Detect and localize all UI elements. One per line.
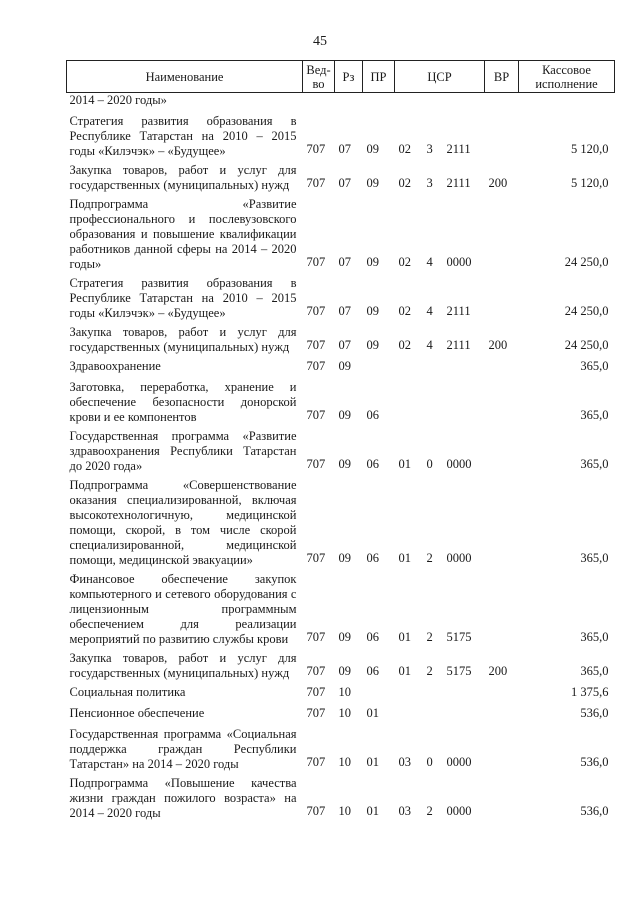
table-row (67, 380, 615, 429)
cell-ved: 707 (306, 338, 326, 352)
cell-csr-program (395, 93, 423, 115)
cell-rz: 07 (338, 255, 351, 269)
budget-table (66, 60, 615, 825)
cell-pr: 01 (366, 755, 379, 769)
table-row (67, 572, 615, 651)
cell-csr-program (395, 685, 423, 706)
cell-vr (485, 380, 519, 429)
cell-csr-program: 02 (398, 142, 411, 156)
cell-csr-program: 01 (398, 551, 411, 565)
cell-name: 2014 – 2020 годы» (69, 93, 167, 107)
cell-rz: 10 (338, 755, 351, 769)
cell-name: Подпрограмма «Развитие профессионального и послевузовского образования и повышение квалификации работников данной сферы на 2014 – 2020 годы» (69, 197, 297, 271)
cell-ved: 707 (306, 359, 326, 373)
cell-ved: 707 (306, 255, 326, 269)
cell-rz: 09 (338, 359, 351, 373)
cell-csr-subprogram (423, 706, 443, 727)
cell-csr-program (395, 359, 423, 380)
cell-sum: 5 120,0 (571, 176, 609, 190)
cell-ved: 707 (306, 408, 326, 422)
table-row (67, 114, 615, 163)
cell-sum: 365,0 (580, 457, 609, 471)
cell-rz: 09 (338, 408, 351, 422)
cell-vr (485, 359, 519, 380)
cell-sum: 365,0 (580, 664, 609, 678)
cell-name: Закупка товаров, работ и услуг для государственных (муниципальных) нужд (69, 325, 297, 354)
table-row (67, 93, 615, 115)
table-row (67, 359, 615, 380)
cell-csr-program (395, 380, 423, 429)
cell-csr-subprogram: 4 (426, 255, 433, 269)
cell-ved: 707 (306, 457, 326, 471)
cell-rz: 10 (338, 804, 351, 818)
cell-rz: 07 (338, 142, 351, 156)
cell-pr (363, 359, 395, 380)
cell-vr (485, 429, 519, 478)
cell-ved: 707 (306, 706, 326, 720)
cell-csr-direction: 0000 (446, 551, 472, 565)
cell-pr: 09 (366, 176, 379, 190)
table-header (67, 61, 615, 93)
cell-csr-direction: 2111 (446, 176, 471, 190)
cell-csr-direction: 5175 (446, 630, 472, 644)
cell-rz: 09 (338, 457, 351, 471)
cell-vr (485, 685, 519, 706)
header-csr: ЦСР (395, 61, 485, 93)
cell-pr: 09 (366, 142, 379, 156)
cell-pr: 09 (366, 338, 379, 352)
cell-name: Закупка товаров, работ и услуг для государственных (муниципальных) нужд (69, 163, 297, 192)
cell-csr-subprogram (423, 380, 443, 429)
cell-csr-direction: 5175 (446, 664, 472, 678)
table-row (67, 727, 615, 776)
cell-ved: 707 (306, 304, 326, 318)
cell-csr-subprogram: 2 (426, 630, 433, 644)
cell-sum: 24 250,0 (564, 338, 609, 352)
cell-csr-subprogram: 0 (426, 457, 433, 471)
cell-name: Социальная политика (69, 685, 186, 699)
table-row (67, 197, 615, 276)
cell-sum: 536,0 (580, 706, 609, 720)
cell-csr-program: 02 (398, 176, 411, 190)
cell-rz: 09 (338, 630, 351, 644)
cell-pr (363, 93, 395, 115)
cell-ved: 707 (306, 176, 326, 190)
cell-vr (485, 114, 519, 163)
cell-sum: 365,0 (580, 630, 609, 644)
cell-pr: 01 (366, 804, 379, 818)
cell-sum: 365,0 (580, 359, 609, 373)
cell-csr-direction: 0000 (446, 255, 472, 269)
cell-name: Заготовка, переработка, хранение и обеспечение безопасности донорской крови и ее компонентов (69, 380, 297, 424)
cell-vr (485, 93, 519, 115)
cell-name: Закупка товаров, работ и услуг для государственных (муниципальных) нужд (69, 651, 297, 680)
cell-ved: 707 (306, 804, 326, 818)
cell-rz: 10 (338, 706, 351, 720)
cell-ved: 707 (306, 685, 326, 699)
cell-ved: 707 (306, 755, 326, 769)
cell-csr-direction (443, 359, 485, 380)
cell-vr (485, 478, 519, 572)
cell-csr-program (395, 706, 423, 727)
cell-vr (485, 197, 519, 276)
cell-vr: 200 (488, 664, 508, 678)
cell-vr (485, 276, 519, 325)
cell-pr: 09 (366, 255, 379, 269)
cell-ved: 707 (306, 551, 326, 565)
cell-sum: 536,0 (580, 804, 609, 818)
table-row (67, 776, 615, 825)
cell-csr-subprogram: 0 (426, 755, 433, 769)
cell-csr-direction (443, 380, 485, 429)
cell-vr (485, 776, 519, 825)
cell-csr-program: 01 (398, 664, 411, 678)
cell-csr-subprogram: 2 (426, 664, 433, 678)
table-row (67, 478, 615, 572)
cell-sum: 24 250,0 (564, 304, 609, 318)
table-row (67, 706, 615, 727)
cell-pr: 06 (366, 551, 379, 565)
table-body (67, 93, 615, 826)
cell-csr-program: 03 (398, 804, 411, 818)
cell-rz: 09 (338, 551, 351, 565)
cell-rz: 07 (338, 338, 351, 352)
cell-name: Государственная программа «Социальная поддержка граждан Республики Татарстан» на 2014 – 2020 годы (69, 727, 297, 771)
cell-pr: 06 (366, 664, 379, 678)
cell-rz: 07 (338, 176, 351, 190)
cell-vr (485, 572, 519, 651)
cell-sum: 365,0 (580, 408, 609, 422)
cell-name: Пенсионное обеспечение (69, 706, 205, 720)
cell-csr-subprogram: 3 (426, 176, 433, 190)
cell-vr (485, 706, 519, 727)
cell-csr-subprogram: 4 (426, 338, 433, 352)
cell-csr-program: 03 (398, 755, 411, 769)
cell-csr-program: 02 (398, 338, 411, 352)
cell-name: Стратегия развития образования в Республике Татарстан на 2010 – 2015 годы «Килэчэк» – «Будущее» (69, 114, 297, 158)
cell-csr-program: 02 (398, 255, 411, 269)
cell-csr-subprogram: 2 (426, 551, 433, 565)
cell-pr: 06 (366, 408, 379, 422)
cell-name: Здравоохранение (69, 359, 161, 373)
table-row (67, 325, 615, 359)
cell-pr: 09 (366, 304, 379, 318)
cell-name: Подпрограмма «Повышение качества жизни граждан пожилого возраста» на 2014 – 2020 годы (69, 776, 297, 820)
cell-ved: 707 (306, 142, 326, 156)
cell-vr: 200 (488, 176, 508, 190)
cell-csr-subprogram (423, 93, 443, 115)
header-pr: ПР (363, 61, 395, 93)
header-vr: ВР (485, 61, 519, 93)
cell-csr-direction (443, 685, 485, 706)
cell-name: Финансовое обеспечение закупок компьютерного и сетевого оборудования с лицензионным программным обеспечением для реализации мероприятий по развитию службы крови (69, 572, 297, 646)
cell-csr-subprogram (423, 359, 443, 380)
cell-csr-direction (443, 706, 485, 727)
cell-csr-direction: 0000 (446, 457, 472, 471)
cell-csr-direction (443, 93, 485, 115)
header-sum: Кассовое исполнение (519, 61, 615, 93)
header-ved: Вед-во (303, 61, 335, 93)
table-row (67, 429, 615, 478)
cell-vr (485, 727, 519, 776)
cell-pr: 06 (366, 630, 379, 644)
cell-name: Подпрограмма «Совершенствование оказания специализированной, включая высокотехнологичную, медицинской помощи, скорой, в том числе скорой специализированной, медицинской помощи, медицинской эвакуации» (69, 478, 297, 567)
cell-csr-subprogram (423, 685, 443, 706)
cell-ved: 707 (306, 630, 326, 644)
table-row (67, 685, 615, 706)
cell-rz: 10 (338, 685, 351, 699)
cell-ved: 707 (306, 664, 326, 678)
page-number: 45 (313, 34, 327, 49)
cell-sum: 1 375,6 (571, 685, 609, 699)
table-row (67, 651, 615, 685)
cell-csr-subprogram: 2 (426, 804, 433, 818)
cell-csr-direction: 2111 (446, 338, 471, 352)
cell-csr-direction: 2111 (446, 142, 471, 156)
cell-name: Стратегия развития образования в Республике Татарстан на 2010 – 2015 годы «Килэчэк» – «Будущее» (69, 276, 297, 320)
cell-sum: 536,0 (580, 755, 609, 769)
cell-vr: 200 (488, 338, 508, 352)
cell-csr-program: 01 (398, 630, 411, 644)
cell-csr-subprogram: 4 (426, 304, 433, 318)
cell-csr-program: 02 (398, 304, 411, 318)
cell-ved (303, 93, 335, 115)
cell-sum (519, 93, 615, 115)
cell-sum: 5 120,0 (571, 142, 609, 156)
cell-csr-direction: 2111 (446, 304, 471, 318)
cell-rz: 09 (338, 664, 351, 678)
cell-rz (335, 93, 363, 115)
cell-rz: 07 (338, 304, 351, 318)
cell-sum: 24 250,0 (564, 255, 609, 269)
cell-csr-program: 01 (398, 457, 411, 471)
cell-csr-direction: 0000 (446, 804, 472, 818)
cell-name: Государственная программа «Развитие здравоохранения Республики Татарстан до 2020 года» (69, 429, 297, 473)
table-row (67, 276, 615, 325)
header-rz: Рз (335, 61, 363, 93)
cell-pr: 06 (366, 457, 379, 471)
cell-sum: 365,0 (580, 551, 609, 565)
header-name: Наименование (67, 61, 303, 93)
cell-pr (363, 685, 395, 706)
cell-pr: 01 (366, 706, 379, 720)
table-row (67, 163, 615, 197)
cell-csr-direction: 0000 (446, 755, 472, 769)
cell-csr-subprogram: 3 (426, 142, 433, 156)
